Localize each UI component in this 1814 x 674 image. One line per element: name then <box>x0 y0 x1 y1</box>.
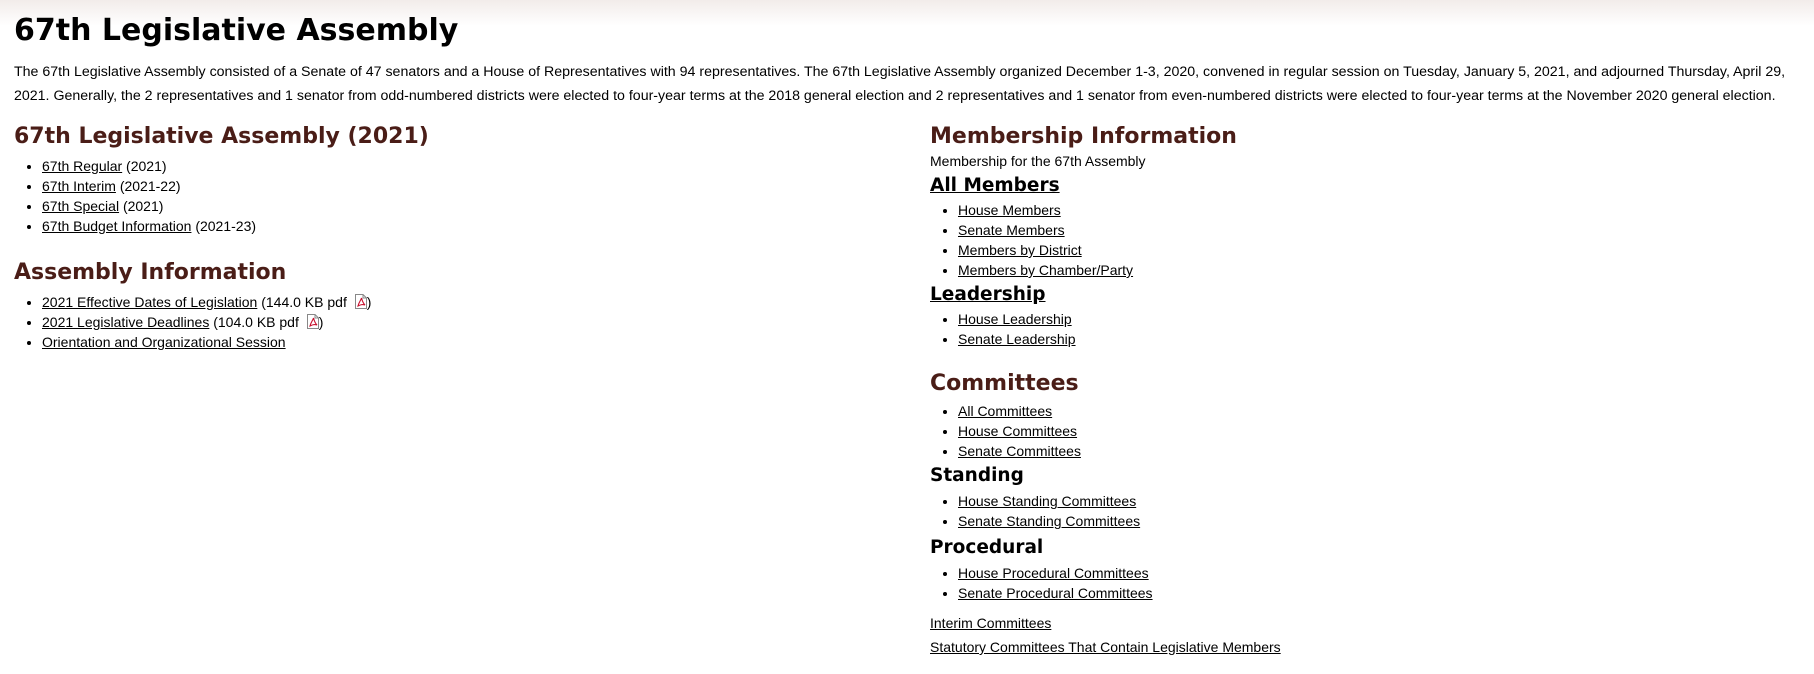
link-senate-procedural[interactable]: Senate Procedural Committees <box>958 585 1153 601</box>
leadership-list <box>930 309 1810 349</box>
committees-list <box>930 401 1810 461</box>
file-info: (144.0 KB pdf <box>257 294 351 310</box>
link-statutory-committees[interactable]: Statutory Committees That Contain Legislative Members <box>930 639 1281 655</box>
item-suffix: (2021) <box>119 198 164 214</box>
assembly-heading: 67th Legislative Assembly (2021) <box>14 124 429 149</box>
list-item <box>958 220 1810 240</box>
list-item <box>958 563 1810 583</box>
leadership-heading <box>930 284 1810 306</box>
link-legislative-deadlines[interactable]: 2021 Legislative Deadlines <box>42 314 210 330</box>
link-house-leadership[interactable]: House Leadership <box>958 311 1072 327</box>
item-suffix: (2021-23) <box>191 218 257 234</box>
right-column <box>930 124 1810 659</box>
page-title: 67th Legislative Assembly <box>14 13 459 48</box>
content-columns <box>14 108 1800 668</box>
procedural-list <box>930 563 1810 603</box>
item-suffix: (2021) <box>122 158 167 174</box>
link-67th-budget[interactable]: 67th Budget Information <box>42 218 192 234</box>
list-item <box>42 196 894 216</box>
pdf-icon[interactable] <box>355 294 367 309</box>
list-item <box>42 292 894 312</box>
link-67th-regular[interactable]: 67th Regular <box>42 158 123 174</box>
link-orientation-session[interactable]: Orientation and Organizational Session <box>42 334 286 350</box>
link-senate-members[interactable]: Senate Members <box>958 222 1065 238</box>
link-house-procedural[interactable]: House Procedural Committees <box>958 565 1149 581</box>
list-item <box>42 216 894 236</box>
link-members-by-chamber-party[interactable]: Members by Chamber/Party <box>958 262 1134 278</box>
assembly-info-heading: Assembly Information <box>14 260 287 285</box>
list-item <box>958 583 1810 603</box>
list-item <box>42 312 894 332</box>
membership-heading: Membership Information <box>930 124 1237 149</box>
all-members-list <box>930 200 1810 280</box>
list-item <box>958 421 1810 441</box>
link-effective-dates[interactable]: 2021 Effective Dates of Legislation <box>42 294 258 310</box>
procedural-heading: Procedural <box>930 537 1044 558</box>
list-item <box>958 240 1810 260</box>
standing-list <box>930 491 1810 531</box>
list-item <box>958 511 1810 531</box>
all-members-link[interactable]: All Members <box>930 175 1060 196</box>
link-67th-interim[interactable]: 67th Interim <box>42 178 116 194</box>
file-info-close: ) <box>366 294 372 310</box>
list-item <box>958 441 1810 461</box>
list-item <box>958 329 1810 349</box>
link-senate-committees[interactable]: Senate Committees <box>958 443 1081 459</box>
standing-heading: Standing <box>930 465 1024 486</box>
assembly-info-list <box>14 292 894 352</box>
list-item <box>958 260 1810 280</box>
intro-paragraph: The 67th Legislative Assembly consisted of a Senate of 47 senators and a House of Representatives with 94 representatives. The 67th Legislative Assembly organized December 1-3, 2020, convened in regular session on Tuesday, January 5, 2021, and adjourned Thursday, April 29, 2021. Generally, the 2 representatives and 1 senator from odd-numbered districts were elected to four-year terms at the 2018 general election and 2 representatives and 1 senator from even-numbered districts were elected to four-year terms at the November 2020 general election. <box>14 64 1786 104</box>
link-members-by-district[interactable]: Members by District <box>958 242 1082 258</box>
list-item <box>42 156 894 176</box>
file-info: (104.0 KB pdf <box>209 314 303 330</box>
list-item <box>958 401 1810 421</box>
item-suffix: (2021-22) <box>115 178 181 194</box>
list-item <box>958 200 1810 220</box>
list-item <box>42 332 894 352</box>
link-senate-leadership[interactable]: Senate Leadership <box>958 331 1076 347</box>
assembly-sessions-list <box>14 156 894 236</box>
list-item <box>958 491 1810 511</box>
list-item <box>42 176 894 196</box>
committees-heading: Committees <box>930 371 1079 396</box>
all-members-heading <box>930 175 1810 197</box>
link-house-committees[interactable]: House Committees <box>958 423 1078 439</box>
pdf-icon[interactable] <box>307 314 319 329</box>
link-67th-special[interactable]: 67th Special <box>42 198 120 214</box>
left-column <box>14 124 894 352</box>
link-all-committees[interactable]: All Committees <box>958 403 1053 419</box>
list-item <box>958 309 1810 329</box>
link-house-members[interactable]: House Members <box>958 202 1061 218</box>
link-senate-standing[interactable]: Senate Standing Committees <box>958 513 1141 529</box>
link-interim-committees[interactable]: Interim Committees <box>930 615 1052 631</box>
membership-subtext: Membership for the 67th Assembly <box>930 153 1146 169</box>
file-info-close: ) <box>318 314 324 330</box>
link-house-standing[interactable]: House Standing Committees <box>958 493 1137 509</box>
leadership-link[interactable]: Leadership <box>930 284 1046 305</box>
